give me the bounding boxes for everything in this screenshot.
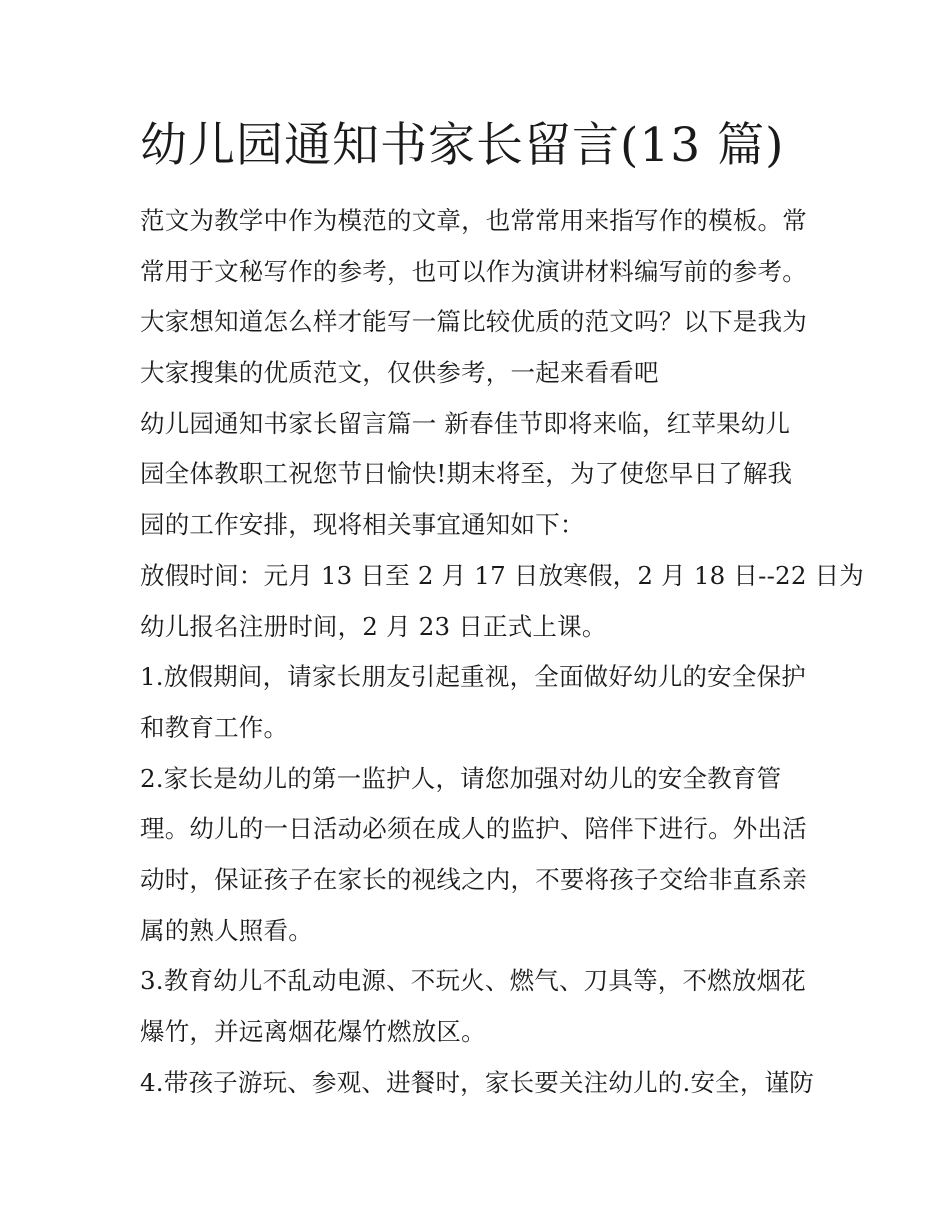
- body-line: 放假时间：元月 13 日至 2 月 17 日放寒假，2 月 18 日--22 日为: [140, 560, 865, 590]
- body-line: 常用于文秘写作的参考，也可以作为演讲材料编写前的参考。: [140, 256, 807, 286]
- body-line: 爆竹，并远离烟花爆竹燃放区。: [140, 1017, 486, 1046]
- body-line: 幼儿园通知书家长留言篇一 新春佳节即将来临，红苹果幼儿: [140, 408, 791, 438]
- body-line: 2.家长是幼儿的第一监护人，请您加强对幼儿的安全教育管: [140, 763, 782, 793]
- body-line: 和教育工作。: [140, 712, 289, 742]
- body-line: 理。幼儿的一日活动必须在成人的监护、陪伴下进行。外出活: [140, 814, 807, 844]
- body-line: 属的熟人照看。: [140, 915, 313, 945]
- body-line: 大家搜集的优质范文，仅供参考，一起来看看吧: [140, 358, 659, 388]
- body-line: 1.放假期间，请家长朋友引起重视，全面做好幼儿的安全保护: [140, 662, 806, 692]
- body-line: 4.带孩子游玩、参观、进餐时，家长要关注幼儿的.安全，谨防: [140, 1067, 814, 1097]
- body-line: 范文为教学中作为模范的文章，也常常用来指写作的模板。常: [140, 206, 807, 235]
- body-line: 3.教育幼儿不乱动电源、不玩火、燃气、刀具等，不燃放烟花: [140, 966, 806, 996]
- document-title: 幼儿园通知书家长留言(13 篇): [140, 118, 785, 173]
- body-line: 园全体教职工祝您节日愉快!期末将至，为了使您早日了解我: [140, 459, 793, 489]
- body-line: 园的工作安排，现将相关事宜通知如下：: [140, 510, 585, 540]
- body-line: 动时，保证孩子在家长的视线之内，不要将孩子交给非直系亲: [140, 864, 807, 894]
- body-line: 幼儿报名注册时间，2 月 23 日正式上课。: [140, 611, 607, 641]
- document-body: [140, 196, 865, 1108]
- body-line: 大家想知道怎么样才能写一篇比较优质的范文吗？以下是我为: [140, 307, 807, 337]
